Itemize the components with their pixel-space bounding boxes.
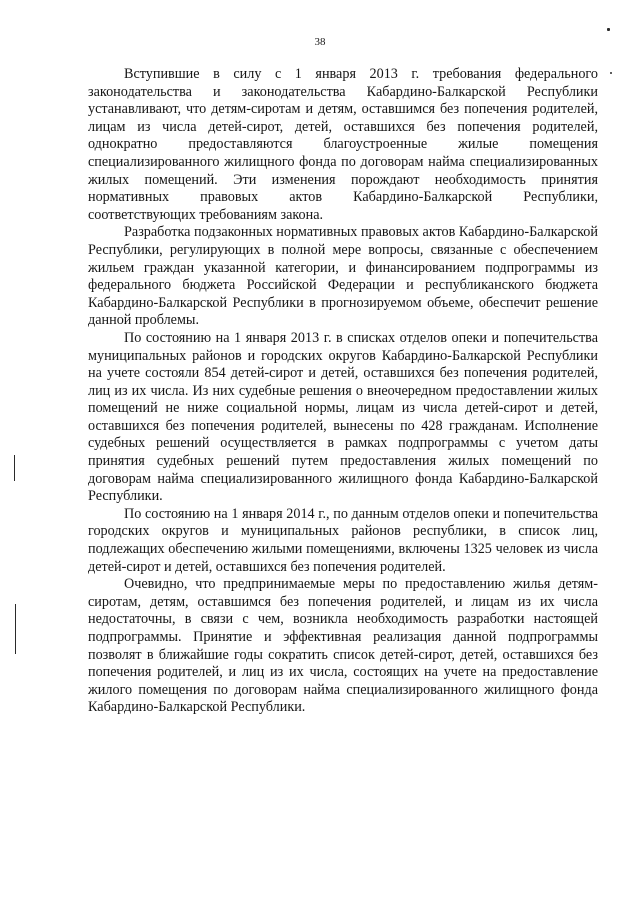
paragraph: Разработка подзаконных нормативных правовых актов Кабардино-Балкарской Республики, регулирующих в полной мере вопросы, связанные с обеспечением жильем граждан указанной категории, и финансированием подпрограммы из федерального бюджета Российской Федерации и республиканского бюджета Кабардино-Балкарской Республики в прогнозируемом объеме, обеспечит решение данной проблемы. xyxy=(88,224,598,329)
scan-margin-line xyxy=(14,455,15,481)
scan-mark xyxy=(610,72,612,74)
scan-mark xyxy=(607,28,610,31)
scan-margin-line xyxy=(15,604,16,654)
page-number: 38 xyxy=(314,36,326,48)
paragraph: По состоянию на 1 января 2013 г. в списках отделов опеки и попечительства муниципальных районов и городских округов Кабардино-Балкарской Республики на учете состояли 854 детей-сирот и детей, оставшихся без попечения родителей, лиц из их числа. Из них судебные решения о внеочередном предоставлении жилых помещений не ниже социальной нормы, лицам из числа детей-сирот и детей, оставшихся без попечения родителей, вынесены по 428 гражданам. Исполнение судебных решений осуществляется в рамках подпрограммы с учетом даты принятия судебных решений путем предоставления жилых помещений по договорам найма специализированного жилищного фонда Кабардино-Балкарской Республики. xyxy=(88,329,598,505)
document-body xyxy=(88,66,598,717)
paragraph: По состоянию на 1 января 2014 г., по данным отделов опеки и попечительства городских округов и муниципальных районов республики, в список лиц, подлежащих обеспечению жилыми помещениями, включены 1325 человек из числа детей-сирот и детей, оставшихся без попечения родителей. xyxy=(88,505,598,575)
paragraph: Вступившие в силу с 1 января 2013 г. требования федерального законодательства и законодательства Кабардино-Балкарской Республики устанавливают, что детям-сиротам и детям, оставшимся без попечения родителей, лицам из числа детей-сирот, детей, оставшихся без попечения родителей, однократно предоставляются благоустроенные жилые помещения специализированного жилищного фонда по договорам найма специализированных жилых помещений. Эти изменения порождают необходимость принятия нормативных правовых актов Кабардино-Балкарской Республики, соответствующих требованиям закона. xyxy=(88,66,598,223)
paragraph: Очевидно, что предпринимаемые меры по предоставлению жилья детям-сиротам, детям, оставшимся без попечения родителей, и лицам из их числа недостаточны, в связи с чем, возникла необходимость разработки настоящей подпрограммы. Принятие и эффективная реализация данной подпрограммы позволят в ближайшие годы сократить список детей-сирот, детей, оставшихся без попечения родителей, и лиц из их числа, состоящих на учете на предоставление жилого помещения по договорам найма специализированного жилищного фонда Кабардино-Балкарской Республики. xyxy=(88,576,598,716)
